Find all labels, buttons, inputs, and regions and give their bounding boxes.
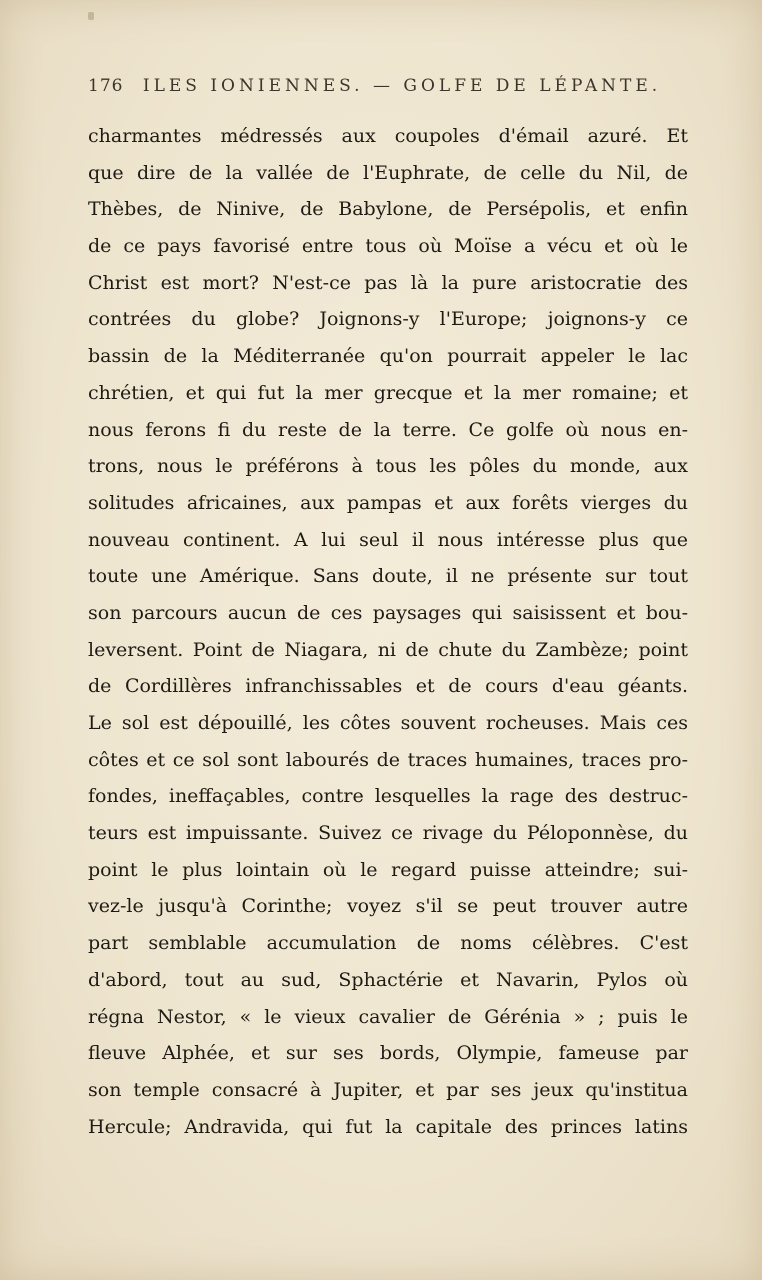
- text-line: que dire de la vallée de l'Euphrate, de celle du Nil, de: [88, 161, 688, 184]
- text-line: toute une Amérique. Sans doute, il ne présente sur tout: [88, 565, 688, 588]
- text-line: son parcours aucun de ces paysages qui saisissent et bou-: [88, 601, 688, 624]
- text-line: fleuve Alphée, et sur ses bords, Olympie, fameuse par: [88, 1042, 688, 1065]
- text-line: vez-le jusqu'à Corinthe; voyez s'il se peut trouver autre: [88, 895, 688, 918]
- running-header: [88, 76, 688, 104]
- text-line: côtes et ce sol sont labourés de traces humaines, traces pro-: [88, 748, 688, 771]
- text-line: fondes, ineffaçables, contre lesquelles la rage des destruc-: [88, 785, 688, 808]
- text-line: Le sol est dépouillé, les côtes souvent rocheuses. Mais ces: [88, 712, 688, 734]
- text-line: part semblable accumulation de noms célèbres. C'est: [88, 932, 688, 955]
- text-line: charmantes médressés aux coupoles d'émail azuré. Et: [88, 125, 688, 147]
- text-line: leversent. Point de Niagara, ni de chute du Zambèze; point: [88, 638, 688, 661]
- body-paragraph: [88, 118, 688, 1145]
- text-line: de ce pays favorisé entre tous où Moïse a vécu et où le: [88, 235, 688, 258]
- text-line: nous ferons fi du reste de la terre. Ce golfe où nous en-: [88, 418, 688, 441]
- text-line: régna Nestor, « le vieux cavalier de Gérénia » ; puis le: [88, 1005, 688, 1028]
- text-line: bassin de la Méditerranée qu'on pourrait appeler le lac: [88, 345, 688, 368]
- text-line: son temple consacré à Jupiter, et par ses jeux qu'institua: [88, 1078, 688, 1101]
- page-blemish: [88, 12, 94, 20]
- text-line: contrées du globe? Joignons-y l'Europe; joignons-y ce: [88, 308, 688, 331]
- text-line: nouveau continent. A lui seul il nous intéresse plus que: [88, 528, 688, 551]
- text-line: solitudes africaines, aux pampas et aux forêts vierges du: [88, 491, 688, 514]
- text-line: teurs est impuissante. Suivez ce rivage du Péloponnèse, du: [88, 822, 688, 845]
- page-number: 176: [88, 76, 124, 96]
- text-line: chrétien, et qui fut la mer grecque et la mer romaine; et: [88, 381, 688, 404]
- text-line: point le plus lointain où le regard puisse atteindre; sui-: [88, 858, 688, 881]
- text-line: de Cordillères infranchissables et de cours d'eau géants.: [88, 675, 688, 698]
- text-line: d'abord, tout au sud, Sphactérie et Navarin, Pylos où: [88, 968, 688, 991]
- text-line: Christ est mort? N'est-ce pas là la pure aristocratie des: [88, 271, 688, 294]
- running-title: ILES IONIENNES. — GOLFE DE LÉPANTE.: [142, 76, 662, 96]
- text-line: Thèbes, de Ninive, de Babylone, de Persépolis, et enfin: [88, 198, 688, 221]
- text-line: trons, nous le préférons à tous les pôles du monde, aux: [88, 455, 688, 478]
- text-line: Hercule; Andravida, qui fut la capitale des princes latins: [88, 1115, 688, 1138]
